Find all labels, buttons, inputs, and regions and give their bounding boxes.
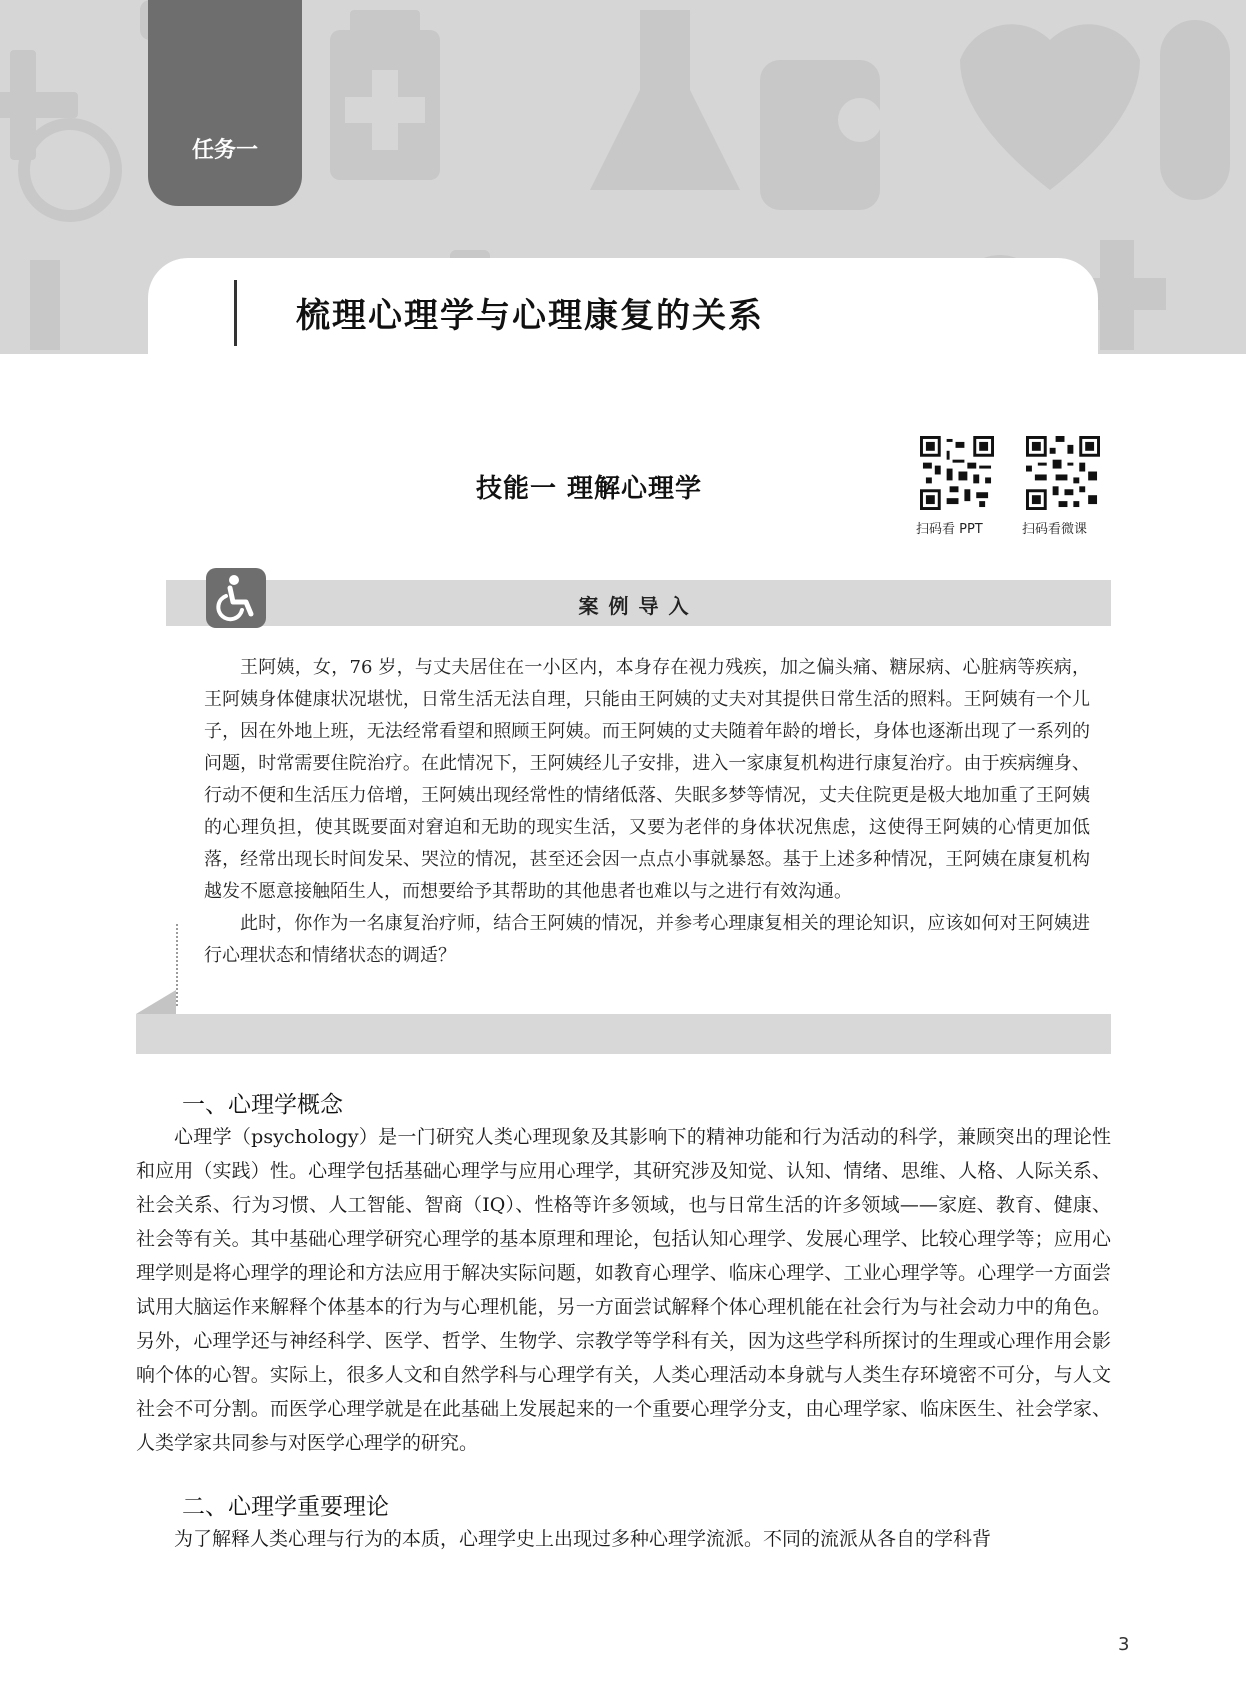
qr-video-caption: 扫码看微课 xyxy=(1022,522,1088,537)
task-label: 任务一 xyxy=(191,138,258,163)
page-number: 3 xyxy=(1118,1634,1130,1655)
qr-ppt-caption: 扫码看 PPT xyxy=(916,522,983,537)
chapter-title: 梳理心理学与心理康复的关系 xyxy=(296,296,764,336)
case-dotted-divider xyxy=(176,924,178,1006)
section-2-body xyxy=(136,1522,1111,1556)
qr-code-video-icon[interactable] xyxy=(1026,436,1100,510)
wheelchair-icon xyxy=(206,568,266,628)
title-divider xyxy=(234,280,237,346)
task-tab xyxy=(148,0,302,206)
section-1-body xyxy=(136,1120,1111,1460)
section-1-heading: 一、心理学概念 xyxy=(182,1092,343,1118)
section-2-heading: 二、心理学重要理论 xyxy=(182,1494,389,1520)
case-intro-header xyxy=(166,580,1111,626)
skill-title: 技能一 理解心理学 xyxy=(476,474,703,504)
section-2-paragraph: 为了解释人类心理与行为的本质，心理学史上出现过多种心理学流派。不同的流派从各自的学科背 xyxy=(174,1528,992,1550)
section-1-paragraph: 心理学（psychology）是一门研究人类心理现象及其影响下的精神功能和行为活动的科学，兼顾突出的理论性和应用（实践）性。心理学包括基础心理学与应用心理学，其研究涉及知觉、认知、情绪、思维、人格、人际关系、社会关系、行为习惯、人工智能、智商（IQ）、性格等许多领域，也与日常生活的许多领域——家庭、教育、健康、社会等有关。其中基础心理学研究心理学的基本原理和理论，包括认知心理学、发展心理学、比较心理学等；应用心理学则是将心理学的理论和方法应用于解决实际问题，如教育心理学、临床心理学、工业心理学等。心理学一方面尝试用大脑运作来解释个体基本的行为与心理机能，另一方面尝试解释个体心理机能在社会行为与社会动力中的角色。另外，心理学还与神经科学、医学、哲学、生物学、宗教学等学科有关，因为这些学科所探讨的生理或心理作用会影响个体的心智。实际上，很多人文和自然学科与心理学有关，人类心理活动本身就与人类生存环境密不可分，与人文社会不可分割。而医学心理学就是在此基础上发展起来的一个重要心理学分支，由心理学家、临床医生、社会学家、人类学家共同参与对医学心理学的研究。 xyxy=(136,1126,1111,1454)
case-corner-decoration xyxy=(136,990,176,1014)
case-paragraph-2: 此时，你作为一名康复治疗师，结合王阿姨的情况，并参考心理康复相关的理论知识，应该如何对王阿姨进行心理状态和情绪状态的调适？ xyxy=(204,913,1090,966)
case-intro-text xyxy=(204,652,1090,972)
case-intro-label: 案例导入 xyxy=(578,594,699,618)
case-intro-footer-bar xyxy=(136,1014,1111,1054)
qr-code-ppt-icon[interactable] xyxy=(920,436,994,510)
title-card xyxy=(148,258,1098,368)
case-paragraph-1: 王阿姨，女，76 岁，与丈夫居住在一小区内，本身存在视力残疾，加之偏头痛、糖尿病、心脏病等疾病，王阿姨身体健康状况堪忧，日常生活无法自理，只能由王阿姨的丈夫对其提供日常生活的照料。王阿姨有一个儿子，因在外地上班，无法经常看望和照顾王阿姨。而王阿姨的丈夫随着年龄的增长，身体也逐渐出现了一系列的问题，时常需要住院治疗。在此情况下，王阿姨经儿子安排，进入一家康复机构进行康复治疗。由于疾病缠身、行动不便和生活压力倍增，王阿姨出现经常性的情绪低落、失眠多梦等情况，丈夫住院更是极大地加重了王阿姨的心理负担，使其既要面对窘迫和无助的现实生活，又要为老伴的身体状况焦虑，这使得王阿姨的心情更加低落，经常出现长时间发呆、哭泣的情况，甚至还会因一点点小事就暴怒。基于上述多种情况，王阿姨在康复机构越发不愿意接触陌生人，而想要给予其帮助的其他患者也难以与之进行有效沟通。 xyxy=(204,657,1090,902)
